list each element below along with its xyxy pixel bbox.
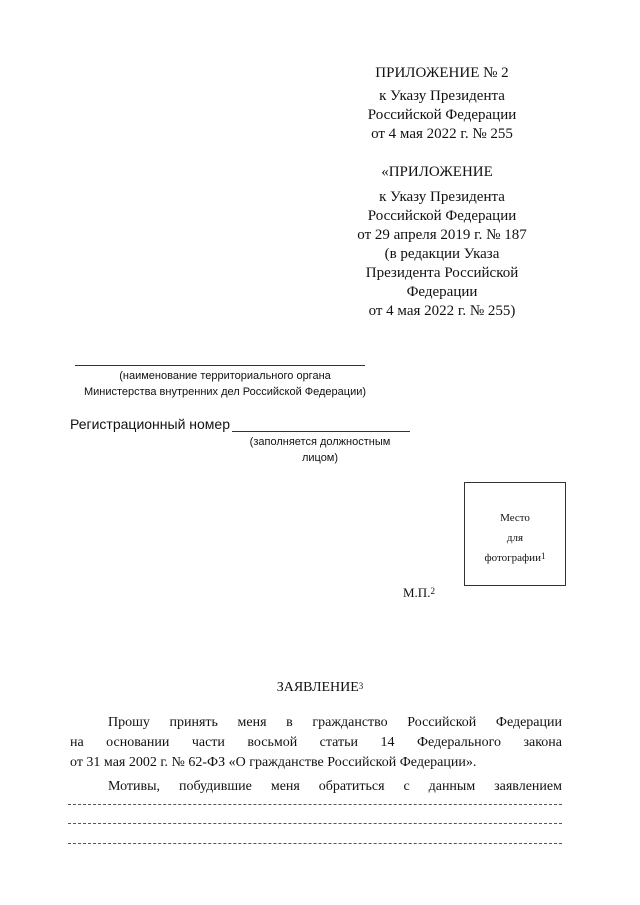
photo-box[interactable] — [464, 482, 566, 586]
stamp-label: М.П. — [403, 585, 431, 600]
motive-line-2[interactable] — [68, 823, 562, 824]
registration-number-line[interactable] — [232, 431, 410, 432]
registration-label: Регистрационный номер — [70, 416, 230, 432]
photo-line3: фотографии — [484, 552, 541, 564]
registration-caption-line2: лицом) — [301, 452, 339, 464]
document-title-footnote: 3 — [358, 681, 364, 691]
organ-caption-line1: (наименование территориального органа — [119, 370, 331, 382]
photo-box-text — [465, 508, 565, 568]
appendix2-title: ПРИЛОЖЕНИЕ № 2 — [375, 65, 509, 81]
motive-line-1[interactable] — [68, 804, 562, 805]
appendix-title: «ПРИЛОЖЕНИЕ — [381, 164, 493, 180]
body-text — [70, 713, 562, 797]
appendix2-line3: от 4 мая 2022 г. № 255 — [371, 126, 513, 142]
stamp-footnote: 2 — [430, 586, 435, 596]
appendix-line7: от 4 мая 2022 г. № 255) — [368, 303, 516, 319]
registration-caption — [230, 434, 410, 466]
appendix-line1: к Указу Президента — [379, 189, 505, 205]
motive-line-3[interactable] — [68, 843, 562, 844]
stamp-label-wrap — [403, 585, 435, 601]
photo-line3-wrap — [465, 548, 565, 568]
organ-name-line[interactable] — [75, 365, 365, 366]
appendix-line5: Президента Российской — [365, 265, 519, 281]
appendix2-line1: к Указу Президента — [379, 88, 505, 104]
photo-line2: для — [506, 532, 524, 544]
photo-line1: Место — [500, 512, 530, 524]
appendix-line3: от 29 апреля 2019 г. № 187 — [357, 227, 527, 243]
appendix2-line2: Российской Федерации — [367, 107, 517, 123]
document-title-text: ЗАЯВЛЕНИЕ — [276, 680, 359, 695]
organ-caption-line2: Министерства внутренних дел Российской Федерации) — [83, 386, 367, 398]
registration-caption-line1: (заполняется должностным — [249, 436, 391, 448]
appendix-block — [332, 163, 552, 321]
appendix-line2: Российской Федерации — [367, 208, 517, 224]
appendix-line6: Федерации — [406, 284, 478, 300]
body-line4: Мотивы, побудившие меня обратиться с данным заявлением — [108, 779, 562, 794]
appendix-line4: (в редакции Указа — [384, 246, 500, 262]
appendix2-block — [332, 64, 552, 144]
organ-caption — [60, 368, 390, 400]
photo-footnote: 1 — [540, 551, 546, 561]
body-line3: от 31 мая 2002 г. № 62-ФЗ «О гражданстве Российской Федерации». — [70, 755, 477, 770]
document-title — [220, 679, 420, 697]
body-line1: Прошу принять меня в гражданство Российской Федерации — [108, 715, 562, 730]
body-line2: на основании части восьмой статьи 14 Федерального закона — [70, 735, 562, 750]
